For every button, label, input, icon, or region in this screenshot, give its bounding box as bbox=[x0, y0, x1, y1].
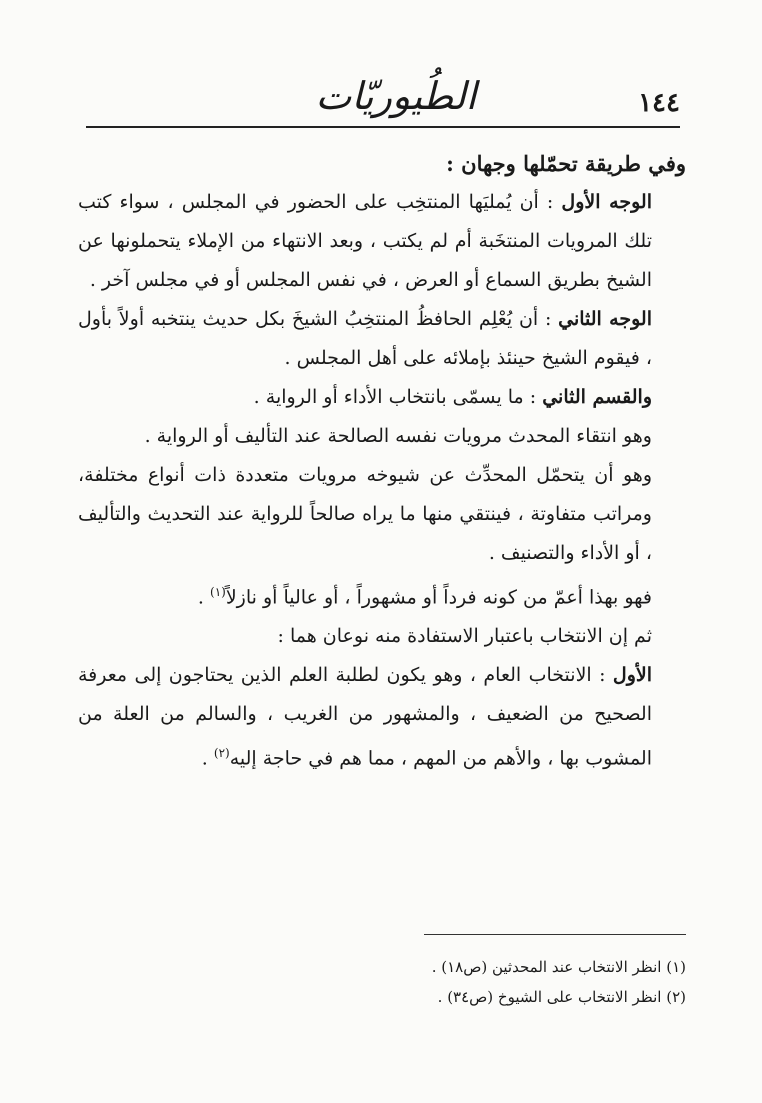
paragraph-first-way bbox=[78, 183, 686, 300]
header-rule bbox=[86, 126, 680, 128]
paragraph-types: ثم إن الانتخاب باعتبار الاستفادة منه نوعان هما : bbox=[277, 625, 652, 648]
footnote-1 bbox=[300, 952, 686, 982]
text-second-way: : أن يُعْلِم الحافظُ المنتخِبُ الشيخَ بكل حديث ينتخبه أولاً بأول ، فيقوم الشيخ حينئذ بإملائه على أهل المجلس . bbox=[78, 308, 652, 369]
text-scope: فهو بهذا أعمّ من كونه فرداً أو مشهوراً ، أو عالياً أو نازلاً bbox=[225, 586, 652, 609]
paragraph-scope bbox=[78, 573, 686, 617]
text-second-section: : ما يسمّى بانتخاب الأداء أو الرواية . bbox=[253, 386, 543, 408]
footnote-marker-2: (٢) bbox=[213, 746, 230, 761]
term-second-way: الوجه الثاني bbox=[558, 308, 652, 330]
paragraph-definition: وهو انتقاء المحدث مرويات نفسه الصالحة عند التأليف أو الرواية . bbox=[144, 425, 652, 447]
footnote-1-marker: (١) bbox=[666, 958, 686, 976]
footnote-1-text: انظر الانتخاب عند المحدثين (ص١٨) . bbox=[431, 958, 667, 976]
text-first-way: : أن يُمليَها المنتخِب على الحضور في المجلس ، سواء كتب تلك المرويات المنتخَبة أم لم يكتب ، وبعد الانتهاء من الإملاء يتحملونها عن الشيخ بطريق السماع أو العرض ، في نفس المجلس أو في مجلس آخر . bbox=[78, 191, 652, 291]
footnote-2 bbox=[300, 982, 686, 1012]
paragraph-second-way bbox=[78, 300, 686, 378]
text-scope-end: . bbox=[197, 586, 211, 609]
text-first-type: : الانتخاب العام ، وهو يكون لطلبة العلم الذين يحتاجون إلى معرفة الصحيح من الضعيف ، والمشهور من الغريب ، والسالم من العلة من المشوب بها ، والأهم من المهم ، مما هم في حاجة إليه bbox=[78, 664, 652, 770]
paragraph-explanation: وهو أن يتحمّل المحدِّث عن شيوخه مرويات متعددة ذات أنواع مختلفة، ومراتب متفاوتة ، فينتقي منها ما يراه صالحاً للرواية عند التحديث والتأليف ، أو الأداء والتصنيف . bbox=[78, 464, 652, 564]
footnotes bbox=[300, 952, 686, 1012]
footnote-rule bbox=[424, 934, 686, 935]
term-first-way: الوجه الأول bbox=[561, 191, 652, 213]
page-number: ١٤٤ bbox=[638, 88, 680, 118]
page-body bbox=[78, 144, 686, 779]
text-first-type-end: . bbox=[201, 747, 214, 770]
footnote-2-text: انظر الانتخاب على الشيوخ (ص٣٤) . bbox=[437, 988, 667, 1006]
paragraph-second-section bbox=[78, 378, 686, 417]
term-first-type: الأول bbox=[612, 664, 652, 687]
page-header bbox=[86, 64, 680, 128]
book-title: الطُيوريّات bbox=[315, 74, 477, 118]
paragraph-first-type bbox=[78, 656, 686, 778]
term-second-section: والقسم الثاني bbox=[542, 386, 652, 408]
footnote-2-marker: (٢) bbox=[666, 988, 686, 1006]
section-heading: وفي طريقة تحمّلها وجهان : bbox=[446, 151, 686, 176]
footnote-marker-1: (١) bbox=[210, 585, 226, 599]
